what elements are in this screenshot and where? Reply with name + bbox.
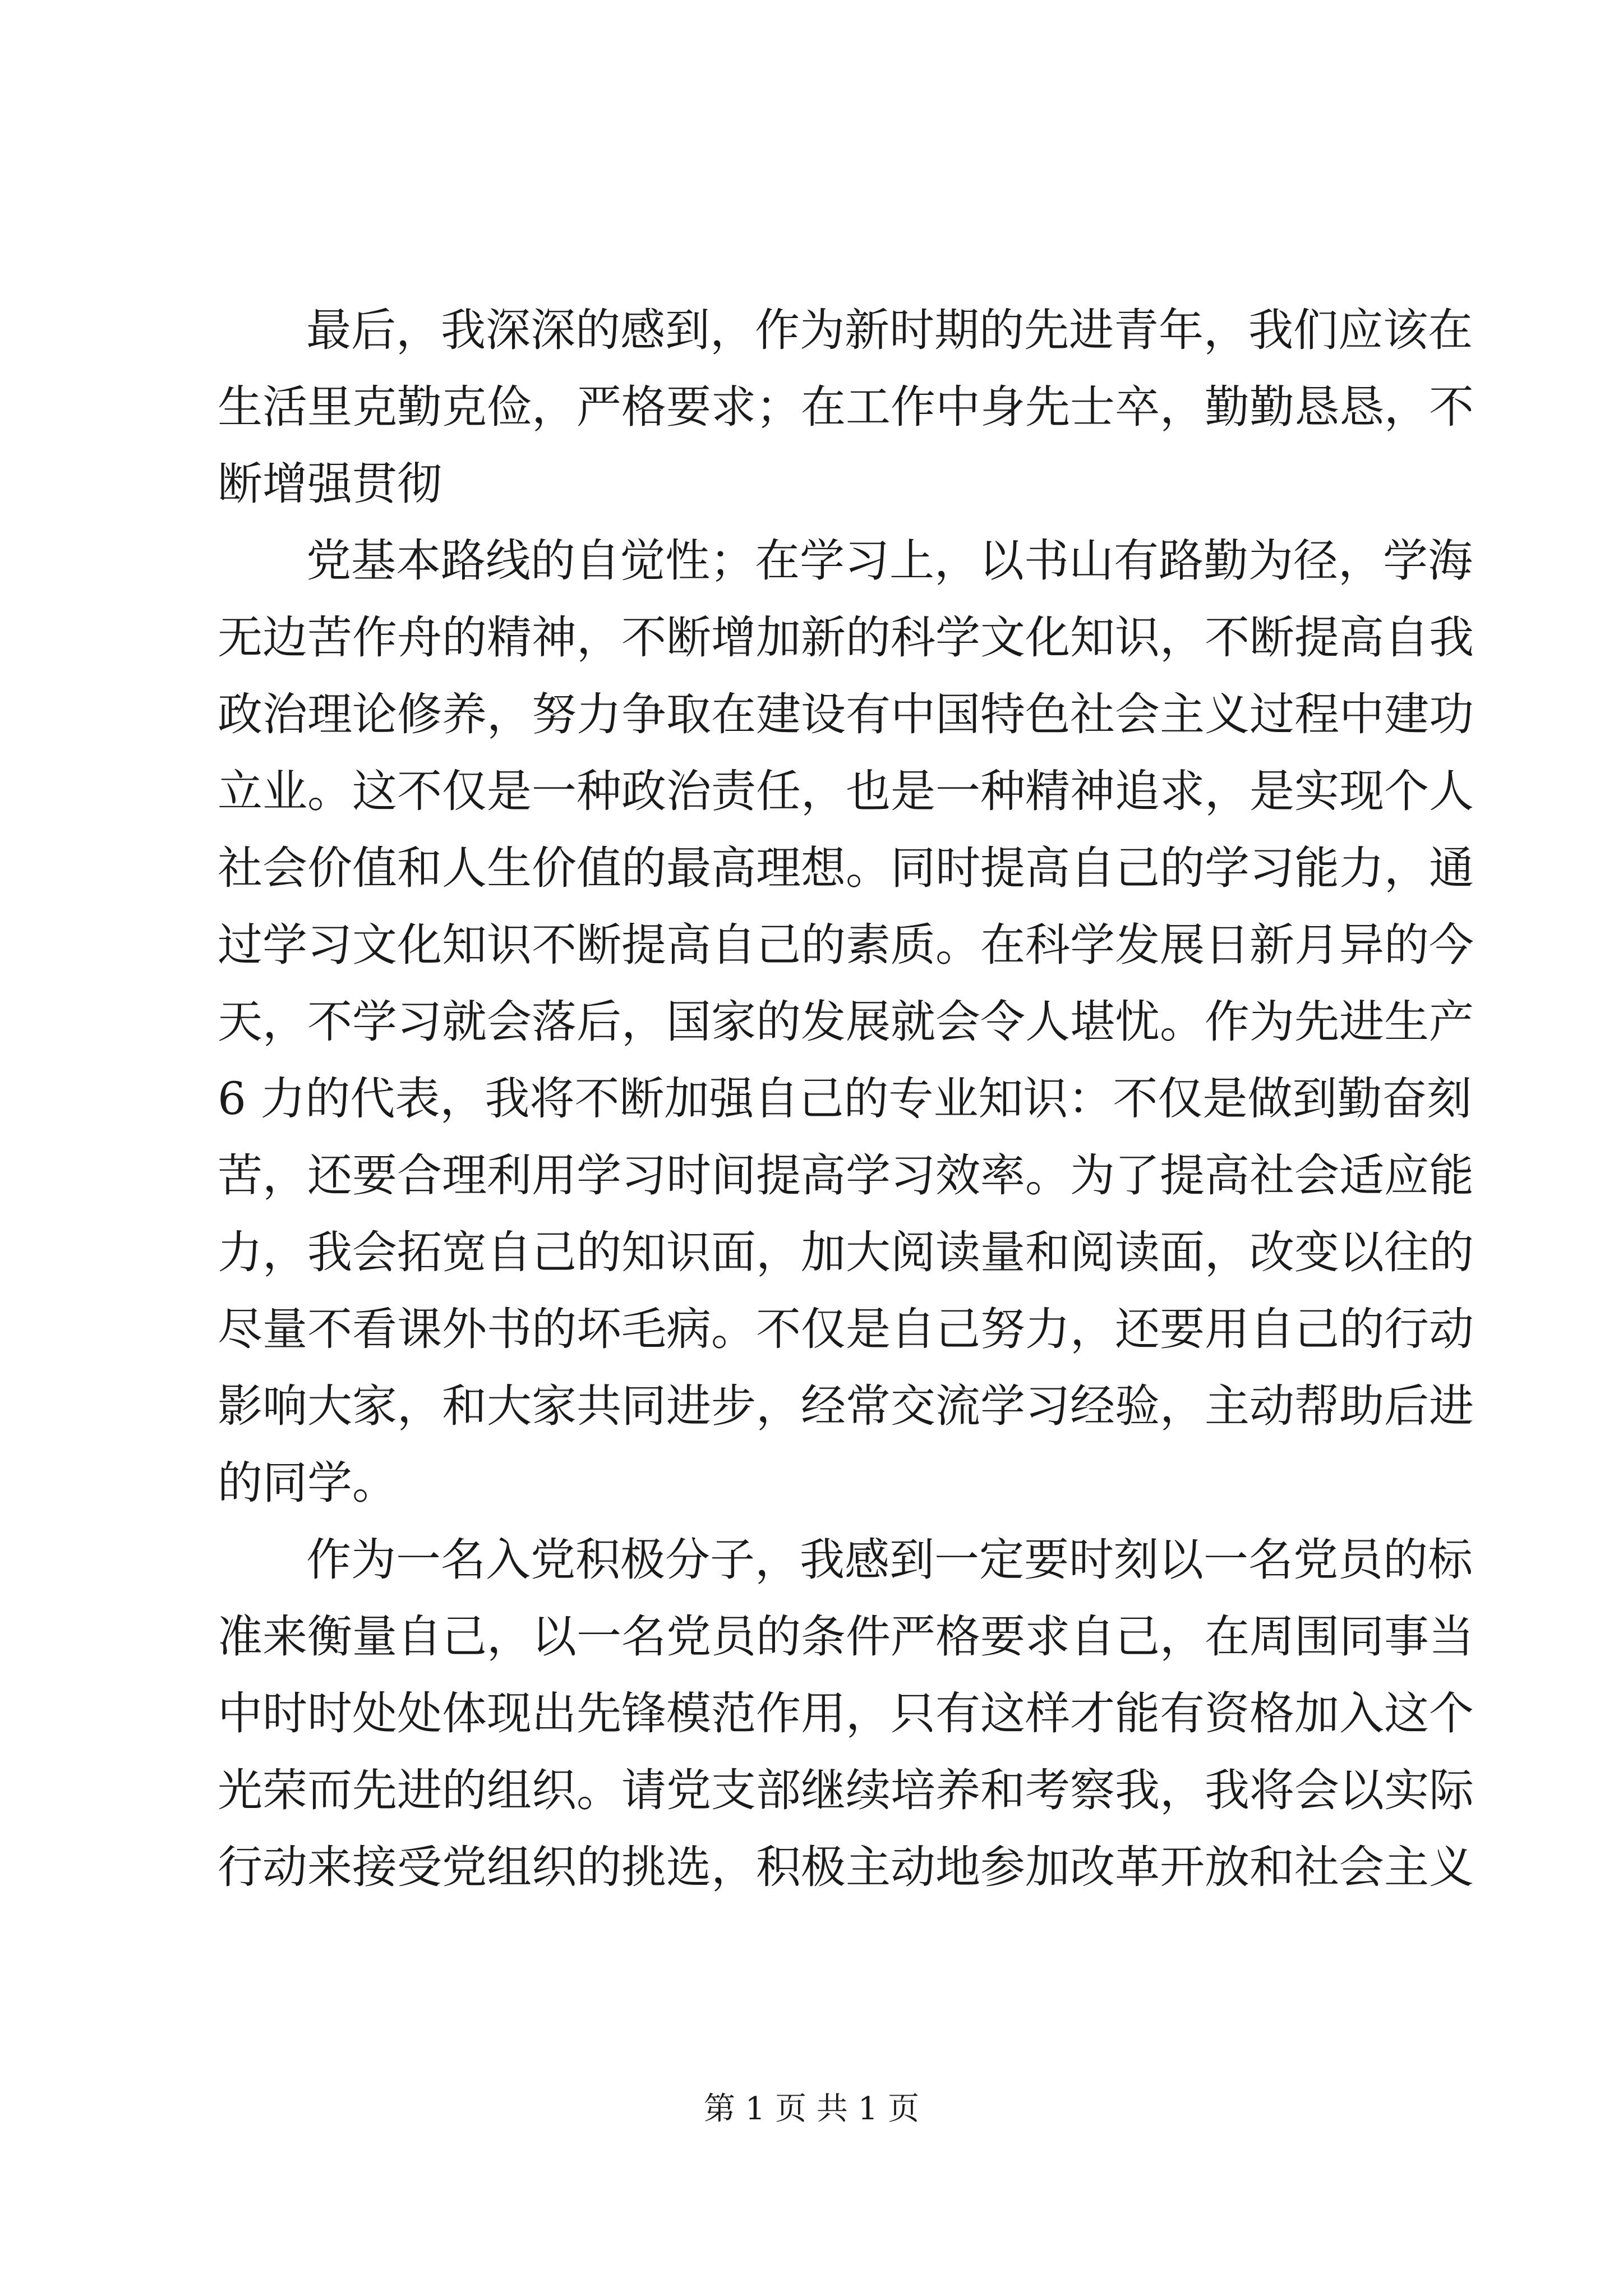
paragraph-2-line-5: 社会价值和人生价值的最高理想。同时提高自己的学习能力，通 <box>218 842 1474 894</box>
paragraph-2-line-8: 6 力的代表，我将不断加强自己的专业知识：不仅是做到勤奋刻 <box>218 1073 1472 1125</box>
paragraph-3-line-2: 准来衡量自己，以一名党员的条件严格要求自己，在周围同事当 <box>218 1611 1474 1663</box>
paragraph-2-line-11: 尽量不看课外书的坏毛病。不仅是自己努力，还要用自己的行动 <box>218 1303 1474 1355</box>
document-body <box>218 292 1474 1906</box>
paragraph-2-line-4: 立业。这不仅是一种政治责任，也是一种精神追求，是实现个人 <box>218 765 1474 817</box>
paragraph-2-line-10: 力，我会拓宽自己的知识面，加大阅读量和阅读面，改变以往的 <box>218 1226 1474 1278</box>
paragraph-1-line-1: 最后，我深深的感到，作为新时期的先进青年，我们应该在 <box>306 304 1473 356</box>
paragraph-3-line-5: 行动来接受党组织的挑选，积极主动地参加改革开放和社会主义 <box>218 1841 1474 1893</box>
paragraph-2-line-2: 无边苦作舟的精神，不断增加新的科学文化知识，不断提高自我 <box>218 611 1474 664</box>
paragraph-3-line-4: 光荣而先进的组织。请党支部继续培养和考察我，我将会以实际 <box>218 1764 1474 1816</box>
paragraph-2-line-9: 苦，还要合理利用学习时间提高学习效率。为了提高社会适应能 <box>218 1149 1474 1202</box>
paragraph-2-line-6: 过学习文化知识不断提高自己的素质。在科学发展日新月异的今 <box>218 919 1474 971</box>
paragraph-2-line-12: 影响大家，和大家共同进步，经常交流学习经验，主动帮助后进 <box>218 1380 1474 1432</box>
paragraph-2-line-1: 党基本路线的自觉性；在学习上，以书山有路勤为径，学海 <box>306 535 1473 587</box>
paragraph-1-line-2: 生活里克勤克俭，严格要求；在工作中身先士卒，勤勤恳恳，不 <box>218 381 1474 433</box>
page-number-indicator: 第 1 页 共 1 页 <box>703 2091 920 2127</box>
paragraph-2-line-3: 政治理论修养，努力争取在建设有中国特色社会主义过程中建功 <box>218 688 1474 740</box>
page-footer <box>0 2084 1623 2129</box>
paragraph-1-line-3: 断增强贯彻 <box>218 458 442 510</box>
paragraph-2-line-13: 的同学。 <box>218 1457 397 1509</box>
paragraph-3-line-1: 作为一名入党积极分子，我感到一定要时刻以一名党员的标 <box>306 1534 1473 1586</box>
paragraph-3-line-3: 中时时处处体现出先锋模范作用，只有这样才能有资格加入这个 <box>218 1687 1474 1740</box>
paragraph-2-line-7: 天，不学习就会落后，国家的发展就会令人堪忧。作为先进生产 <box>218 996 1474 1048</box>
